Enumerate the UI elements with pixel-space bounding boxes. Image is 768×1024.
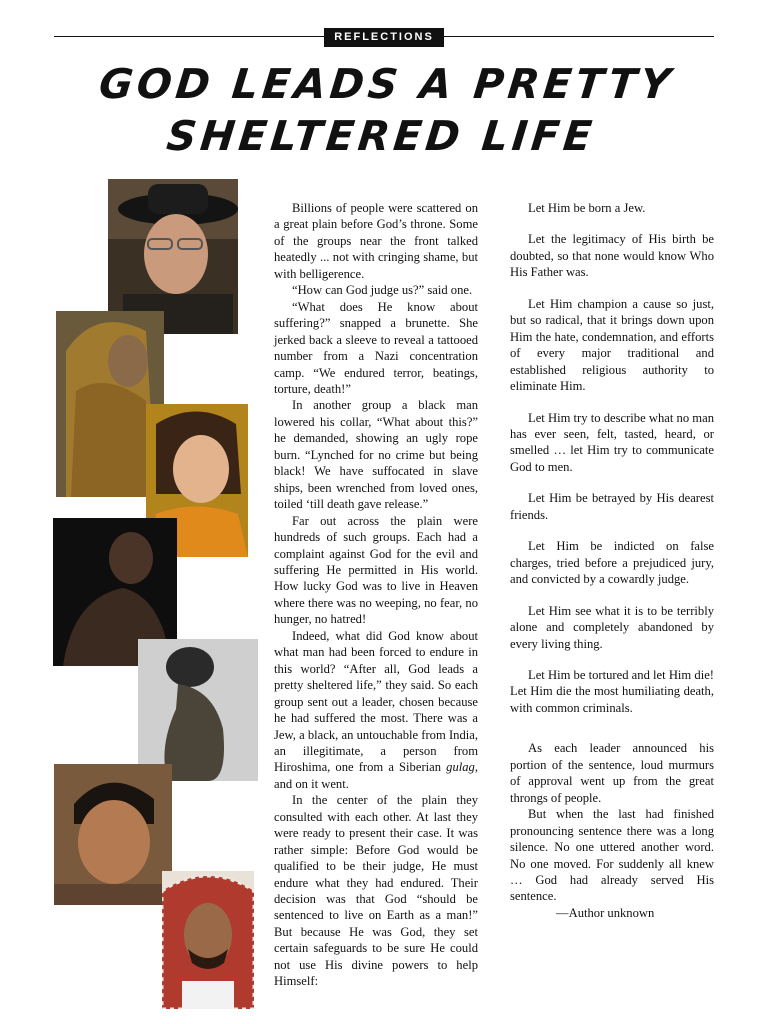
- article-column-1: [274, 200, 478, 990]
- paragraph-tail: , and on it went.: [274, 760, 478, 791]
- article-column-2: [510, 200, 714, 921]
- article-title: [0, 58, 768, 162]
- attribution: —Author unknown: [556, 905, 655, 920]
- paragraph: In another group a black man lowered his collar, “What about this?” he demanded, showing an ugly rope burn. “Lynched for no crime but being black! We have suffocated in slave ships, been wrenched from loved ones, toiled ‘till death gave release.”: [274, 398, 478, 512]
- photo-man-keffiyeh: [162, 871, 254, 1009]
- sentence-line: Let Him be born a Jew.: [528, 201, 646, 215]
- paragraph: But when the last had finished pronouncing sentence there was a long silence. No one uttered another word. No one moved. For suddenly all knew … God had already served His sentence.: [510, 807, 714, 904]
- paragraph: Far out across the plain were hundreds of such groups. Each had a complaint against God for the evil and suffering He permitted in His world. How lucky God was to live in Heaven where there was no weeping, no fear, no hunger, no hatred!: [274, 513, 478, 627]
- paragraph: [274, 628, 478, 793]
- sentence-line: Let Him see what it is to be terribly alone and completely abandoned by every living thing.: [510, 603, 714, 651]
- sentence-line: Let Him be betrayed by His dearest friends.: [510, 491, 714, 522]
- sentence-line: Let Him be indicted on false charges, tried before a prejudiced jury, and convicted by a cowardly judge.: [510, 539, 714, 587]
- paragraph-text: Indeed, what did God know about what man had been forced to endure in this world? “After all, God leads a pretty sheltered life,” they said. So each group sent out a leader, chosen because he had suffered the most. There was a Jew, a black, an untouchable from India, an illegitimate, a person from Hiroshima, one from a Siberian: [274, 628, 478, 775]
- sentence-line: Let Him try to describe what no man has ever seen, felt, tasted, heard, or smelled … let Him try to communicate God to men.: [510, 410, 714, 474]
- title-line-1: GOD LEADS A PRETTY: [96, 60, 677, 108]
- title-line-2: SHELTERED LIFE: [164, 112, 599, 160]
- paragraph: “How can God judge us?” said one.: [292, 283, 473, 298]
- paragraph: As each leader announced his portion of the sentence, loud murmurs of approval went up from the great throngs of people.: [510, 741, 714, 805]
- sentence-line: Let the legitimacy of His birth be doubted, so that none would know Who His Father was.: [510, 232, 714, 280]
- section-label: REFLECTIONS: [324, 28, 444, 47]
- italic-term: gulag: [446, 760, 475, 775]
- sentence-line: Let Him champion a cause so just, but so radical, that it brings down upon Him the hate, condemnation, and efforts of every major traditional and established religious authority to eliminate Him.: [510, 296, 714, 394]
- paragraph: “What does He know about suffering?” snapped a brunette. She jerked back a sleeve to reveal a tattooed number from a Nazi concentration camp. “We endured terror, beatings, torture, death!”: [274, 299, 478, 396]
- photo-boy: [54, 764, 172, 905]
- photo-pregnant-woman: [138, 639, 258, 781]
- paragraph: Billions of people were scattered on a great plain before God’s throne. Some of the groups near the front talked heatedly ... not with cringing shame, but with belligerence.: [274, 201, 478, 281]
- sentence-line: Let Him be tortured and let Him die! Let Him die the most humiliating death, with common criminals.: [510, 667, 714, 715]
- paragraph: In the center of the plain they consulted with each other. At last they were ready to present their case. It was rather simple: Before God would be qualified to be their judge, He must endure what they had endured. Their decision was that God “should be sentenced to live on Earth as a man!” But because He was God, they set certain safeguards to be sure He could not use His divine powers to help Himself:: [274, 793, 478, 989]
